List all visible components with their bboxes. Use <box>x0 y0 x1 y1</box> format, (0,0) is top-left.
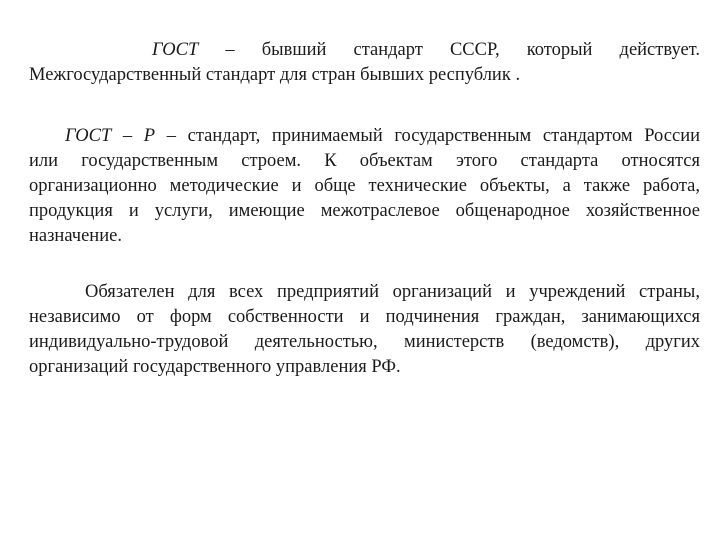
text-line <box>29 124 700 149</box>
text-line: продукция и услуги, имеющие межотраслевое общенародное хозяйственное <box>29 201 700 221</box>
paragraph-gost-definition <box>29 38 700 88</box>
paragraph-gost-r-definition <box>29 124 700 249</box>
text-line: индивидуально-трудовой деятельностью, министерств (ведомств), других <box>29 332 700 352</box>
text-line: организационно методические и обще технические объекты, а также работа, <box>29 176 700 196</box>
text-line: или государственным строем. К объектам этого стандарта относятся <box>29 151 700 171</box>
text-line: организаций государственного управления РФ. <box>29 357 401 377</box>
line-text: – стандарт, принимаемый государственным стандартом России <box>155 126 700 146</box>
term-gost-r: ГОСТ – Р <box>65 126 156 146</box>
text-line: Обязателен для всех предприятий организаций и учреждений страны, <box>85 282 700 302</box>
text-line: Межгосударственный стандарт для стран бывших республик . <box>29 65 521 85</box>
text-line <box>29 38 700 63</box>
text-line: назначение. <box>29 226 122 246</box>
line-text: – бывший стандарт СССР, который действует. <box>198 40 700 60</box>
paragraph-mandatory-scope <box>29 280 700 380</box>
term-gost: ГОСТ <box>152 40 199 60</box>
text-line: независимо от форм собственности и подчинения граждан, занимающихся <box>29 307 700 327</box>
